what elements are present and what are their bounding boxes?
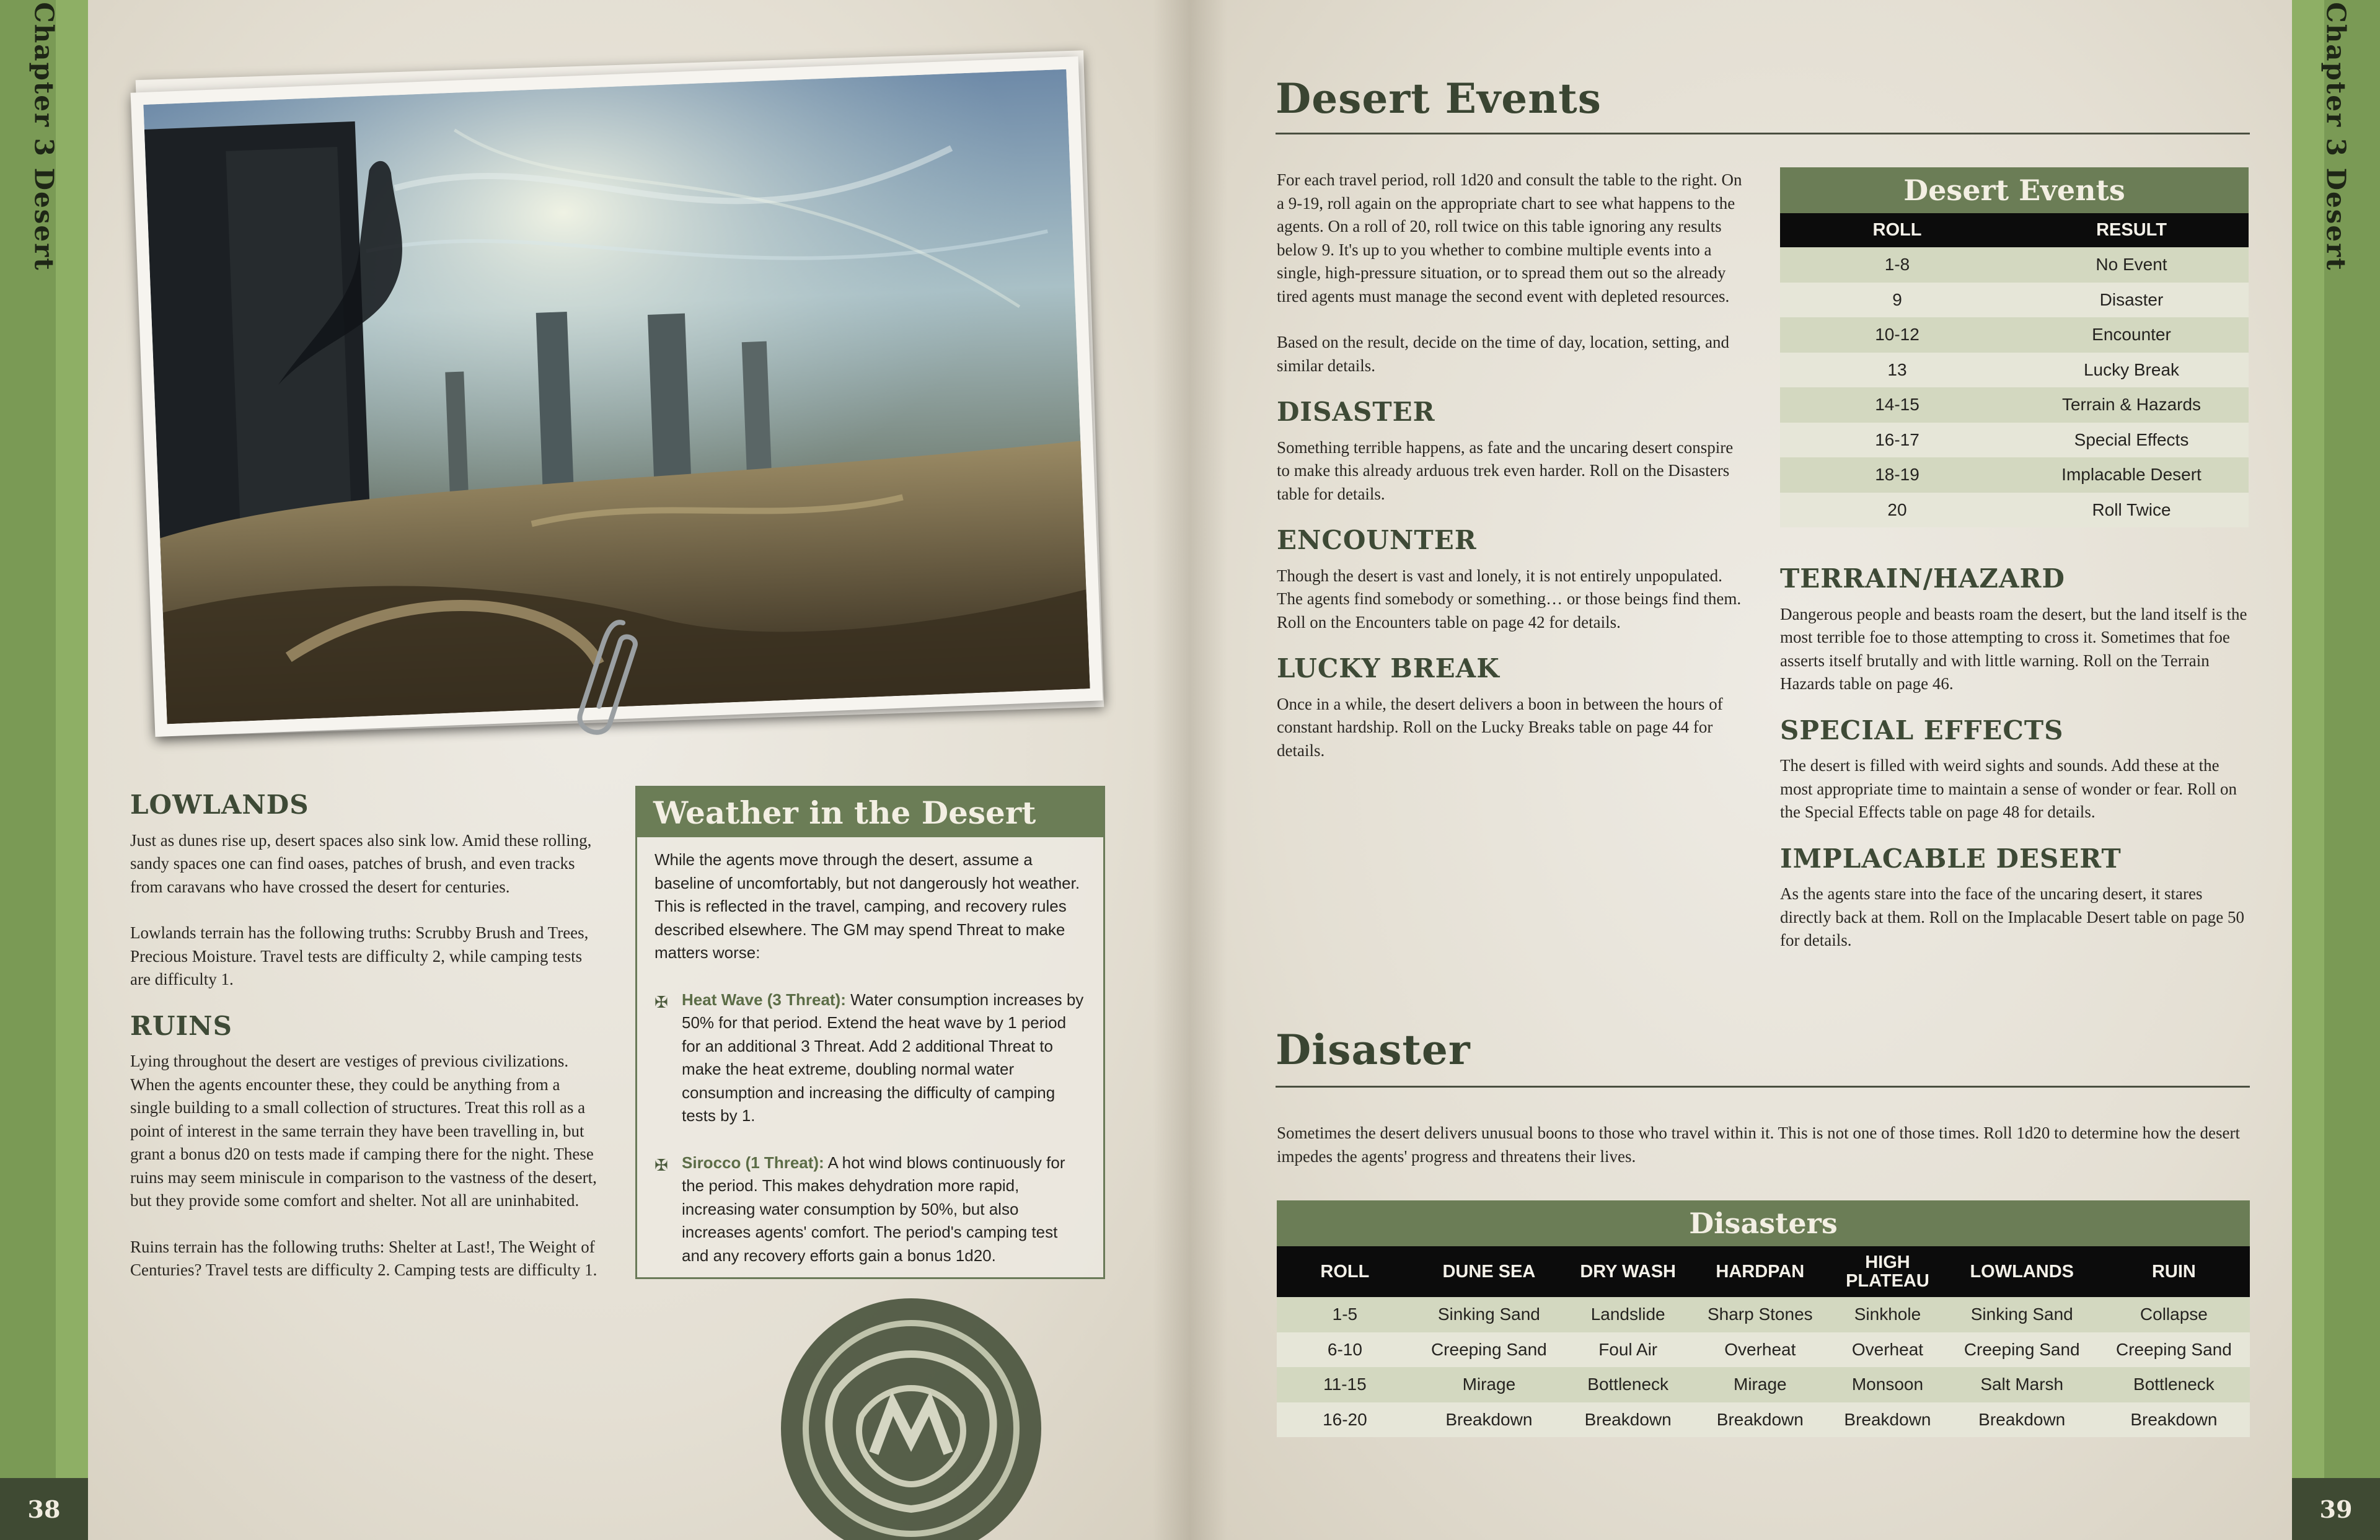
table-row [1277,1297,2250,1332]
table-cell: Breakdown [1691,1402,1829,1438]
ruins-paragraph-2: Ruins terrain has the following truths: Shelter at Last!, The Weight of Centuries? Travel tests are difficulty 2. Camping tests are difficulty 1. [130,1237,597,1279]
book-gutter [1153,0,1227,1540]
table-cell: Encounter [2014,317,2249,353]
table-cell: Mirage [1413,1367,1565,1402]
desert-events-column-right [1780,563,2251,975]
disaster-text: Something terrible happens, as fate and the uncaring desert conspire to make this already arduous trek even harder. Roll on the Disasters table for details. [1277,438,1734,503]
left-page-number: 38 [0,1478,88,1540]
table-cell: Terrain & Hazards [2014,387,2249,423]
table-cell: 1-8 [1780,247,2014,283]
column-header-ruin: RUIN [2098,1246,2250,1297]
cross-bullet-icon: ✠ [654,1155,668,1174]
heat-wave-text: Water consumption increases by 50% for that period. Extend the heat wave by 1 period for an additional 3 Threat. Add 2 additional Threat to make the heat extreme, doubling normal water consumption and increasing the difficulty of camping tests by 1. [682,990,1084,1125]
weather-sidebar-title: Weather in the Desert [637,788,1103,837]
right-page-number: 39 [2292,1478,2380,1540]
table-cell: 1-5 [1277,1297,1413,1332]
desert-events-rule [1276,133,2250,134]
heat-wave-name: Heat Wave (3 Threat): [682,990,846,1009]
weather-sidebar-body [637,837,1103,1297]
weather-intro: While the agents move through the desert, assume a baseline of uncomfortably, but not dangerously hot weather. This is reflected in the travel, camping, and recovery rules described elsewhere. The GM may spend Threat to make matters worse: [654,850,1080,962]
table-cell: 6-10 [1277,1332,1413,1368]
ruins-heading: RUINS [130,1010,232,1041]
desert-events-column-left [1277,169,1748,785]
right-chapter-label: Chapter 3 Desert [2320,1,2351,271]
terrain-hazard-heading: TERRAIN/HAZARD [1780,563,2065,594]
table-row [1780,423,2249,458]
table-cell: 18-19 [1780,457,2014,493]
lucky-break-heading: LUCKY BREAK [1277,653,1500,684]
rose-seal-emblem [750,1274,1072,1540]
implacable-desert-text: As the agents stare into the face of the uncaring desert, it stares directly back at them. Roll on the Implacable Desert table on page 50 for details. [1780,884,2244,949]
table-row [1277,1332,2250,1368]
table-cell: 11-15 [1277,1367,1413,1402]
disaster-rule [1276,1086,2250,1088]
disaster-heading: DISASTER [1277,397,1435,427]
column-header-dry-wash: DRY WASH [1565,1246,1691,1297]
desert-events-rows [1780,247,2249,527]
table-cell: Creeping Sand [1946,1332,2098,1368]
table-cell: Creeping Sand [2098,1332,2250,1368]
encounter-text: Though the desert is vast and lonely, it is not entirely unpopulated. The agents find somebody or something… or those beings find them. Roll on the Encounters table on page 42 for details. [1277,566,1742,631]
table-cell: Disaster [2014,283,2249,318]
desert-events-paragraph-2: Based on the result, decide on the time of day, location, setting, and similar details. [1277,333,1730,375]
table-row [1780,247,2249,283]
disasters-table-title: Disasters [1277,1200,2250,1246]
table-row [1780,493,2249,528]
table-cell: Landslide [1565,1297,1691,1332]
special-effects-heading: SPECIAL EFFECTS [1780,715,2064,746]
desert-events-paragraph-1: For each travel period, roll 1d20 and consult the table to the right. On a 9-19, roll again on the appropriate chart to see what happens to the agents. On a roll of 20, roll twice on this table ignoring any results below 9. It's up to you whether to combine multiple events into a single, high-pressure situation, or to spread them out so the already tired agents must manage the second event with depleted resources. [1277,170,1742,306]
ruins-paragraph-1: Lying throughout the desert are vestiges of previous civilizations. When the agents encounter these, they could be anything from a single building to a small collection of structures. Treat this roll as a point of interest in the same terrain they have been travelling in, but grant a bonus d20 on tests made if camping there for the night. These ruins may seem miniscule in comparison to the vastness of the desert, but they provide some comfort and shelter. Not all are uninhabited. [130,1052,597,1210]
table-row [1780,283,2249,318]
column-header-result: RESULT [2014,213,2249,247]
terrain-hazard-text: Dangerous people and beasts roam the desert, but the land itself is the most terrible foe to those attempting to cross it. Sometimes that foe asserts itself brutally and with little warning. Roll on the Terrain Hazards table on page 46. [1780,604,2247,693]
table-cell: Salt Marsh [1946,1367,2098,1402]
disasters-rows [1277,1297,2250,1437]
lowlands-section [130,790,601,1305]
table-row [1780,353,2249,388]
column-header-roll: ROLL [1277,1246,1413,1297]
illustration-photo [133,59,1100,728]
table-cell: Foul Air [1565,1332,1691,1368]
heat-wave-bullet [654,988,1086,1128]
table-cell: 14-15 [1780,387,2014,423]
table-row [1780,317,2249,353]
sirocco-bullet [654,1151,1086,1268]
table-row [1780,387,2249,423]
table-cell: Breakdown [1565,1402,1691,1438]
column-header-lowlands: LOWLANDS [1946,1246,2098,1297]
table-cell: Roll Twice [2014,493,2249,528]
table-cell: 16-17 [1780,423,2014,458]
table-cell: 20 [1780,493,2014,528]
weather-sidebar [635,786,1105,1279]
encounter-heading: ENCOUNTER [1277,525,1477,555]
table-row [1277,1367,2250,1402]
table-cell: Monsoon [1829,1367,1946,1402]
table-cell: Mirage [1691,1367,1829,1402]
table-cell: Breakdown [1829,1402,1946,1438]
table-cell: Sinking Sand [1413,1297,1565,1332]
disaster-intro: Sometimes the desert delivers unusual boons to those who travel within it. This is not one of those times. Roll 1d20 to determine how the desert impedes the agents' progress and threatens their lives. [1277,1124,2241,1166]
table-cell: Sinking Sand [1946,1297,2098,1332]
table-cell: 16-20 [1277,1402,1413,1438]
cross-bullet-icon: ✠ [654,992,668,1011]
desert-events-title: Desert Events [1276,74,1602,123]
disaster-title: Disaster [1276,1026,1471,1074]
table-cell: 13 [1780,353,2014,388]
table-cell: Sinkhole [1829,1297,1946,1332]
left-chapter-label: Chapter 3 Desert [29,1,60,271]
lowlands-paragraph-1: Just as dunes rise up, desert spaces also sink low. Amid these rolling, sandy spaces one can find oases, patches of brush, and even tracks from caravans who have crossed the desert for centuries. [130,830,592,896]
table-cell: Sharp Stones [1691,1297,1829,1332]
sirocco-name: Sirocco (1 Threat): [682,1153,824,1172]
lowlands-paragraph-2: Lowlands terrain has the following truths: Scrubby Brush and Trees, Precious Moisture. Travel tests are difficulty 2, while camping tests are difficulty 1. [130,923,589,988]
table-cell: Breakdown [2098,1402,2250,1438]
table-cell: Breakdown [1946,1402,2098,1438]
table-cell: Overheat [1829,1332,1946,1368]
disasters-table [1277,1200,2250,1437]
left-side-band [0,0,88,1540]
right-side-band [2292,0,2380,1540]
table-row [1780,457,2249,493]
desert-events-table [1780,167,2249,527]
lowlands-heading: LOWLANDS [130,790,309,820]
table-cell: Bottleneck [2098,1367,2250,1402]
table-cell: No Event [2014,247,2249,283]
lucky-break-text: Once in a while, the desert delivers a boon in between the hours of constant hardship. Roll on the Lucky Breaks table on page 44 for details. [1277,694,1723,760]
special-effects-text: The desert is filled with weird sights and sounds. Add these at the most appropriate time to maintain a sense of wonder or fear. Roll on the Special Effects table on page 48 for details. [1780,756,2237,821]
column-header-high-plateau: HIGH PLATEAU [1829,1246,1946,1297]
column-header-hardpan: HARDPAN [1691,1246,1829,1297]
table-cell: Creeping Sand [1413,1332,1565,1368]
desert-events-table-title: Desert Events [1780,167,2249,213]
table-cell: 9 [1780,283,2014,318]
left-chapter-tab [0,0,88,273]
table-cell: 10-12 [1780,317,2014,353]
table-row [1277,1402,2250,1438]
right-chapter-tab [2292,0,2380,273]
table-cell: Lucky Break [2014,353,2249,388]
column-header-dune-sea: DUNE SEA [1413,1246,1565,1297]
table-cell: Implacable Desert [2014,457,2249,493]
table-cell: Bottleneck [1565,1367,1691,1402]
table-cell: Collapse [2098,1297,2250,1332]
column-header-roll: ROLL [1780,213,2014,247]
table-cell: Breakdown [1413,1402,1565,1438]
implacable-desert-heading: IMPLACABLE DESERT [1780,843,2122,874]
sirocco-text: A hot wind blows continuously for the period. This makes dehydration more rapid, increasing water consumption by 50%, but also increases agents' comfort. The period's camping test and any recovery efforts gain a bonus 1d20. [682,1153,1065,1265]
table-cell: Overheat [1691,1332,1829,1368]
table-cell: Special Effects [2014,423,2249,458]
